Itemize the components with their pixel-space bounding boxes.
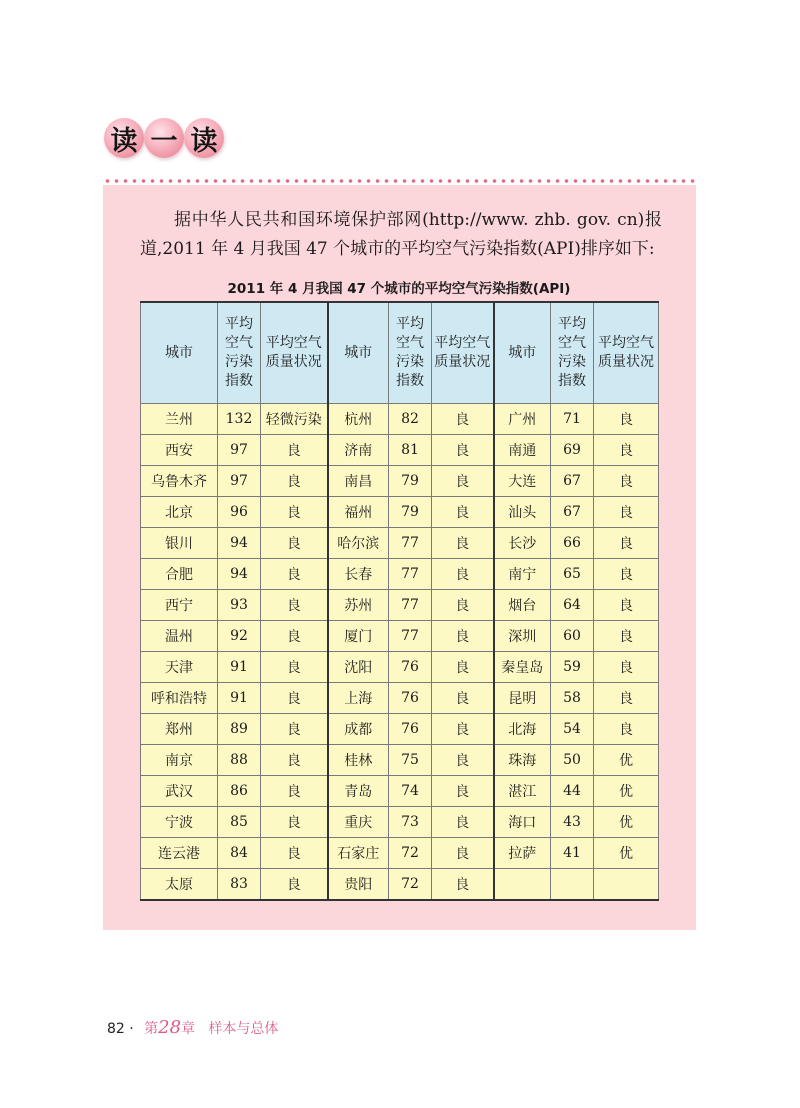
table-cell: 良 bbox=[594, 683, 659, 714]
table-cell: 良 bbox=[432, 807, 494, 838]
col-header-index-3: 平均空气污染指数 bbox=[551, 302, 594, 404]
table-cell: 良 bbox=[261, 652, 328, 683]
table-cell: 良 bbox=[432, 714, 494, 745]
heading-char-3: 读 bbox=[184, 118, 224, 158]
table-cell: 海口 bbox=[494, 807, 551, 838]
table-cell: 良 bbox=[432, 745, 494, 776]
table-cell: 天津 bbox=[141, 652, 218, 683]
table-cell: 良 bbox=[432, 559, 494, 590]
table-cell: 良 bbox=[261, 714, 328, 745]
heading-char-2: 一 bbox=[144, 118, 184, 158]
table-row bbox=[141, 838, 659, 869]
table-cell: 南昌 bbox=[328, 466, 389, 497]
table-cell: 50 bbox=[551, 745, 594, 776]
table-cell: 银川 bbox=[141, 528, 218, 559]
table-cell: 良 bbox=[432, 776, 494, 807]
table-cell: 杭州 bbox=[328, 404, 389, 435]
table-cell: 良 bbox=[594, 559, 659, 590]
table-cell: 良 bbox=[594, 435, 659, 466]
table-cell: 74 bbox=[389, 776, 432, 807]
table-cell: 石家庄 bbox=[328, 838, 389, 869]
table-row bbox=[141, 559, 659, 590]
table-cell bbox=[594, 869, 659, 901]
table-cell: 呼和浩特 bbox=[141, 683, 218, 714]
table-cell: 连云港 bbox=[141, 838, 218, 869]
table-cell: 96 bbox=[218, 497, 261, 528]
table-cell: 西安 bbox=[141, 435, 218, 466]
table-cell: 宁波 bbox=[141, 807, 218, 838]
table-cell: 良 bbox=[594, 652, 659, 683]
table-cell: 41 bbox=[551, 838, 594, 869]
table-cell: 西宁 bbox=[141, 590, 218, 621]
table-cell: 92 bbox=[218, 621, 261, 652]
table-cell: 良 bbox=[261, 807, 328, 838]
table-row bbox=[141, 683, 659, 714]
table-cell: 58 bbox=[551, 683, 594, 714]
table-cell: 76 bbox=[389, 683, 432, 714]
col-header-quality-1: 平均空气质量状况 bbox=[261, 302, 328, 404]
heading-char-1: 读 bbox=[104, 118, 144, 158]
table-cell: 97 bbox=[218, 435, 261, 466]
table-cell: 良 bbox=[432, 466, 494, 497]
table-cell: 94 bbox=[218, 528, 261, 559]
table-cell: 良 bbox=[261, 528, 328, 559]
table-cell: 93 bbox=[218, 590, 261, 621]
table-cell: 81 bbox=[389, 435, 432, 466]
table-cell: 良 bbox=[432, 621, 494, 652]
table-cell: 沈阳 bbox=[328, 652, 389, 683]
table-cell: 良 bbox=[432, 869, 494, 901]
page-footer bbox=[107, 1017, 278, 1038]
table-cell: 76 bbox=[389, 714, 432, 745]
table-row bbox=[141, 714, 659, 745]
table-cell: 重庆 bbox=[328, 807, 389, 838]
table-cell: 77 bbox=[389, 590, 432, 621]
dotted-divider bbox=[103, 178, 697, 184]
table-cell: 合肥 bbox=[141, 559, 218, 590]
table-cell: 良 bbox=[261, 745, 328, 776]
table-cell bbox=[551, 869, 594, 901]
table-row bbox=[141, 807, 659, 838]
table-cell: 86 bbox=[218, 776, 261, 807]
table-cell: 良 bbox=[261, 559, 328, 590]
table-cell: 77 bbox=[389, 559, 432, 590]
table-cell: 60 bbox=[551, 621, 594, 652]
table-row bbox=[141, 528, 659, 559]
table-cell: 武汉 bbox=[141, 776, 218, 807]
table-cell: 54 bbox=[551, 714, 594, 745]
table-cell: 深圳 bbox=[494, 621, 551, 652]
table-cell: 郑州 bbox=[141, 714, 218, 745]
table-cell: 91 bbox=[218, 652, 261, 683]
table-row bbox=[141, 435, 659, 466]
table-cell: 优 bbox=[594, 838, 659, 869]
table-cell: 77 bbox=[389, 621, 432, 652]
table-cell: 良 bbox=[594, 466, 659, 497]
table-cell: 兰州 bbox=[141, 404, 218, 435]
table-row bbox=[141, 590, 659, 621]
table-cell: 上海 bbox=[328, 683, 389, 714]
col-header-city-2: 城市 bbox=[328, 302, 389, 404]
table-cell: 84 bbox=[218, 838, 261, 869]
intro-paragraph: 据中华人民共和国环境保护部网(http://www. zhb. gov. cn)报道,2011 年 4 月我国 47 个城市的平均空气污染指数(API)排序如下: bbox=[140, 210, 662, 259]
table-cell: 良 bbox=[261, 497, 328, 528]
table-cell: 97 bbox=[218, 466, 261, 497]
table-cell: 良 bbox=[432, 683, 494, 714]
table-cell: 89 bbox=[218, 714, 261, 745]
col-header-quality-2: 平均空气质量状况 bbox=[432, 302, 494, 404]
table-cell: 良 bbox=[432, 528, 494, 559]
table-cell: 79 bbox=[389, 497, 432, 528]
table-cell: 良 bbox=[432, 838, 494, 869]
table-cell: 广州 bbox=[494, 404, 551, 435]
table-caption: 2011 年 4 月我国 47 个城市的平均空气污染指数(API) bbox=[227, 281, 571, 297]
table-row bbox=[141, 869, 659, 901]
table-cell: 良 bbox=[261, 435, 328, 466]
table-row bbox=[141, 497, 659, 528]
table-cell: 88 bbox=[218, 745, 261, 776]
col-header-index-2: 平均空气污染指数 bbox=[389, 302, 432, 404]
table-cell: 良 bbox=[594, 590, 659, 621]
table-cell: 南通 bbox=[494, 435, 551, 466]
col-header-city-3: 城市 bbox=[494, 302, 551, 404]
table-cell: 94 bbox=[218, 559, 261, 590]
table-cell: 77 bbox=[389, 528, 432, 559]
table-cell: 良 bbox=[594, 714, 659, 745]
table-cell: 良 bbox=[594, 497, 659, 528]
table-cell: 拉萨 bbox=[494, 838, 551, 869]
table-cell: 湛江 bbox=[494, 776, 551, 807]
table-cell: 良 bbox=[432, 404, 494, 435]
table-cell: 良 bbox=[432, 497, 494, 528]
table-cell: 北京 bbox=[141, 497, 218, 528]
table-cell: 良 bbox=[432, 652, 494, 683]
table-cell: 温州 bbox=[141, 621, 218, 652]
table-cell: 贵阳 bbox=[328, 869, 389, 901]
chapter-label: 第28章 样本与总体 bbox=[144, 1017, 279, 1038]
table-cell: 75 bbox=[389, 745, 432, 776]
table-cell: 汕头 bbox=[494, 497, 551, 528]
table-cell: 昆明 bbox=[494, 683, 551, 714]
table-cell: 珠海 bbox=[494, 745, 551, 776]
table-cell: 59 bbox=[551, 652, 594, 683]
table-cell: 哈尔滨 bbox=[328, 528, 389, 559]
table-cell: 良 bbox=[261, 869, 328, 901]
table-cell: 91 bbox=[218, 683, 261, 714]
table-cell: 82 bbox=[389, 404, 432, 435]
table-row bbox=[141, 466, 659, 497]
table-cell: 良 bbox=[594, 621, 659, 652]
table-cell bbox=[494, 869, 551, 901]
table-row bbox=[141, 745, 659, 776]
api-table bbox=[140, 301, 659, 901]
table-cell: 132 bbox=[218, 404, 261, 435]
table-cell: 烟台 bbox=[494, 590, 551, 621]
table-cell: 乌鲁木齐 bbox=[141, 466, 218, 497]
table-cell: 69 bbox=[551, 435, 594, 466]
table-cell: 福州 bbox=[328, 497, 389, 528]
table-row bbox=[141, 404, 659, 435]
table-cell: 73 bbox=[389, 807, 432, 838]
table-cell: 良 bbox=[594, 528, 659, 559]
table-cell: 优 bbox=[594, 776, 659, 807]
table-cell: 76 bbox=[389, 652, 432, 683]
table-cell: 秦皇岛 bbox=[494, 652, 551, 683]
table-cell: 良 bbox=[432, 435, 494, 466]
table-cell: 济南 bbox=[328, 435, 389, 466]
table-cell: 良 bbox=[594, 404, 659, 435]
table-cell: 44 bbox=[551, 776, 594, 807]
table-cell: 大连 bbox=[494, 466, 551, 497]
table-cell: 良 bbox=[261, 466, 328, 497]
table-cell: 成都 bbox=[328, 714, 389, 745]
table-cell: 良 bbox=[261, 776, 328, 807]
table-row bbox=[141, 652, 659, 683]
table-cell: 67 bbox=[551, 497, 594, 528]
table-header-row bbox=[141, 302, 659, 404]
table-cell: 良 bbox=[261, 590, 328, 621]
table-cell: 桂林 bbox=[328, 745, 389, 776]
table-cell: 北海 bbox=[494, 714, 551, 745]
table-cell: 优 bbox=[594, 807, 659, 838]
table-cell: 65 bbox=[551, 559, 594, 590]
table-cell: 太原 bbox=[141, 869, 218, 901]
table-cell: 64 bbox=[551, 590, 594, 621]
table-cell: 优 bbox=[594, 745, 659, 776]
table-cell: 66 bbox=[551, 528, 594, 559]
table-cell: 71 bbox=[551, 404, 594, 435]
col-header-city-1: 城市 bbox=[141, 302, 218, 404]
table-cell: 83 bbox=[218, 869, 261, 901]
table-row bbox=[141, 776, 659, 807]
col-header-quality-3: 平均空气质量状况 bbox=[594, 302, 659, 404]
table-cell: 良 bbox=[261, 838, 328, 869]
table-cell: 良 bbox=[261, 683, 328, 714]
table-cell: 南宁 bbox=[494, 559, 551, 590]
table-cell: 79 bbox=[389, 466, 432, 497]
table-cell: 轻微污染 bbox=[261, 404, 328, 435]
table-cell: 厦门 bbox=[328, 621, 389, 652]
table-cell: 67 bbox=[551, 466, 594, 497]
table-cell: 青岛 bbox=[328, 776, 389, 807]
table-cell: 长春 bbox=[328, 559, 389, 590]
table-cell: 85 bbox=[218, 807, 261, 838]
table-cell: 良 bbox=[261, 621, 328, 652]
table-cell: 43 bbox=[551, 807, 594, 838]
table-cell: 长沙 bbox=[494, 528, 551, 559]
page-number: 82 · bbox=[107, 1021, 134, 1037]
table-cell: 苏州 bbox=[328, 590, 389, 621]
table-cell: 72 bbox=[389, 838, 432, 869]
table-row bbox=[141, 621, 659, 652]
table-cell: 72 bbox=[389, 869, 432, 901]
table-cell: 南京 bbox=[141, 745, 218, 776]
table-cell: 良 bbox=[432, 590, 494, 621]
col-header-index-1: 平均空气污染指数 bbox=[218, 302, 261, 404]
